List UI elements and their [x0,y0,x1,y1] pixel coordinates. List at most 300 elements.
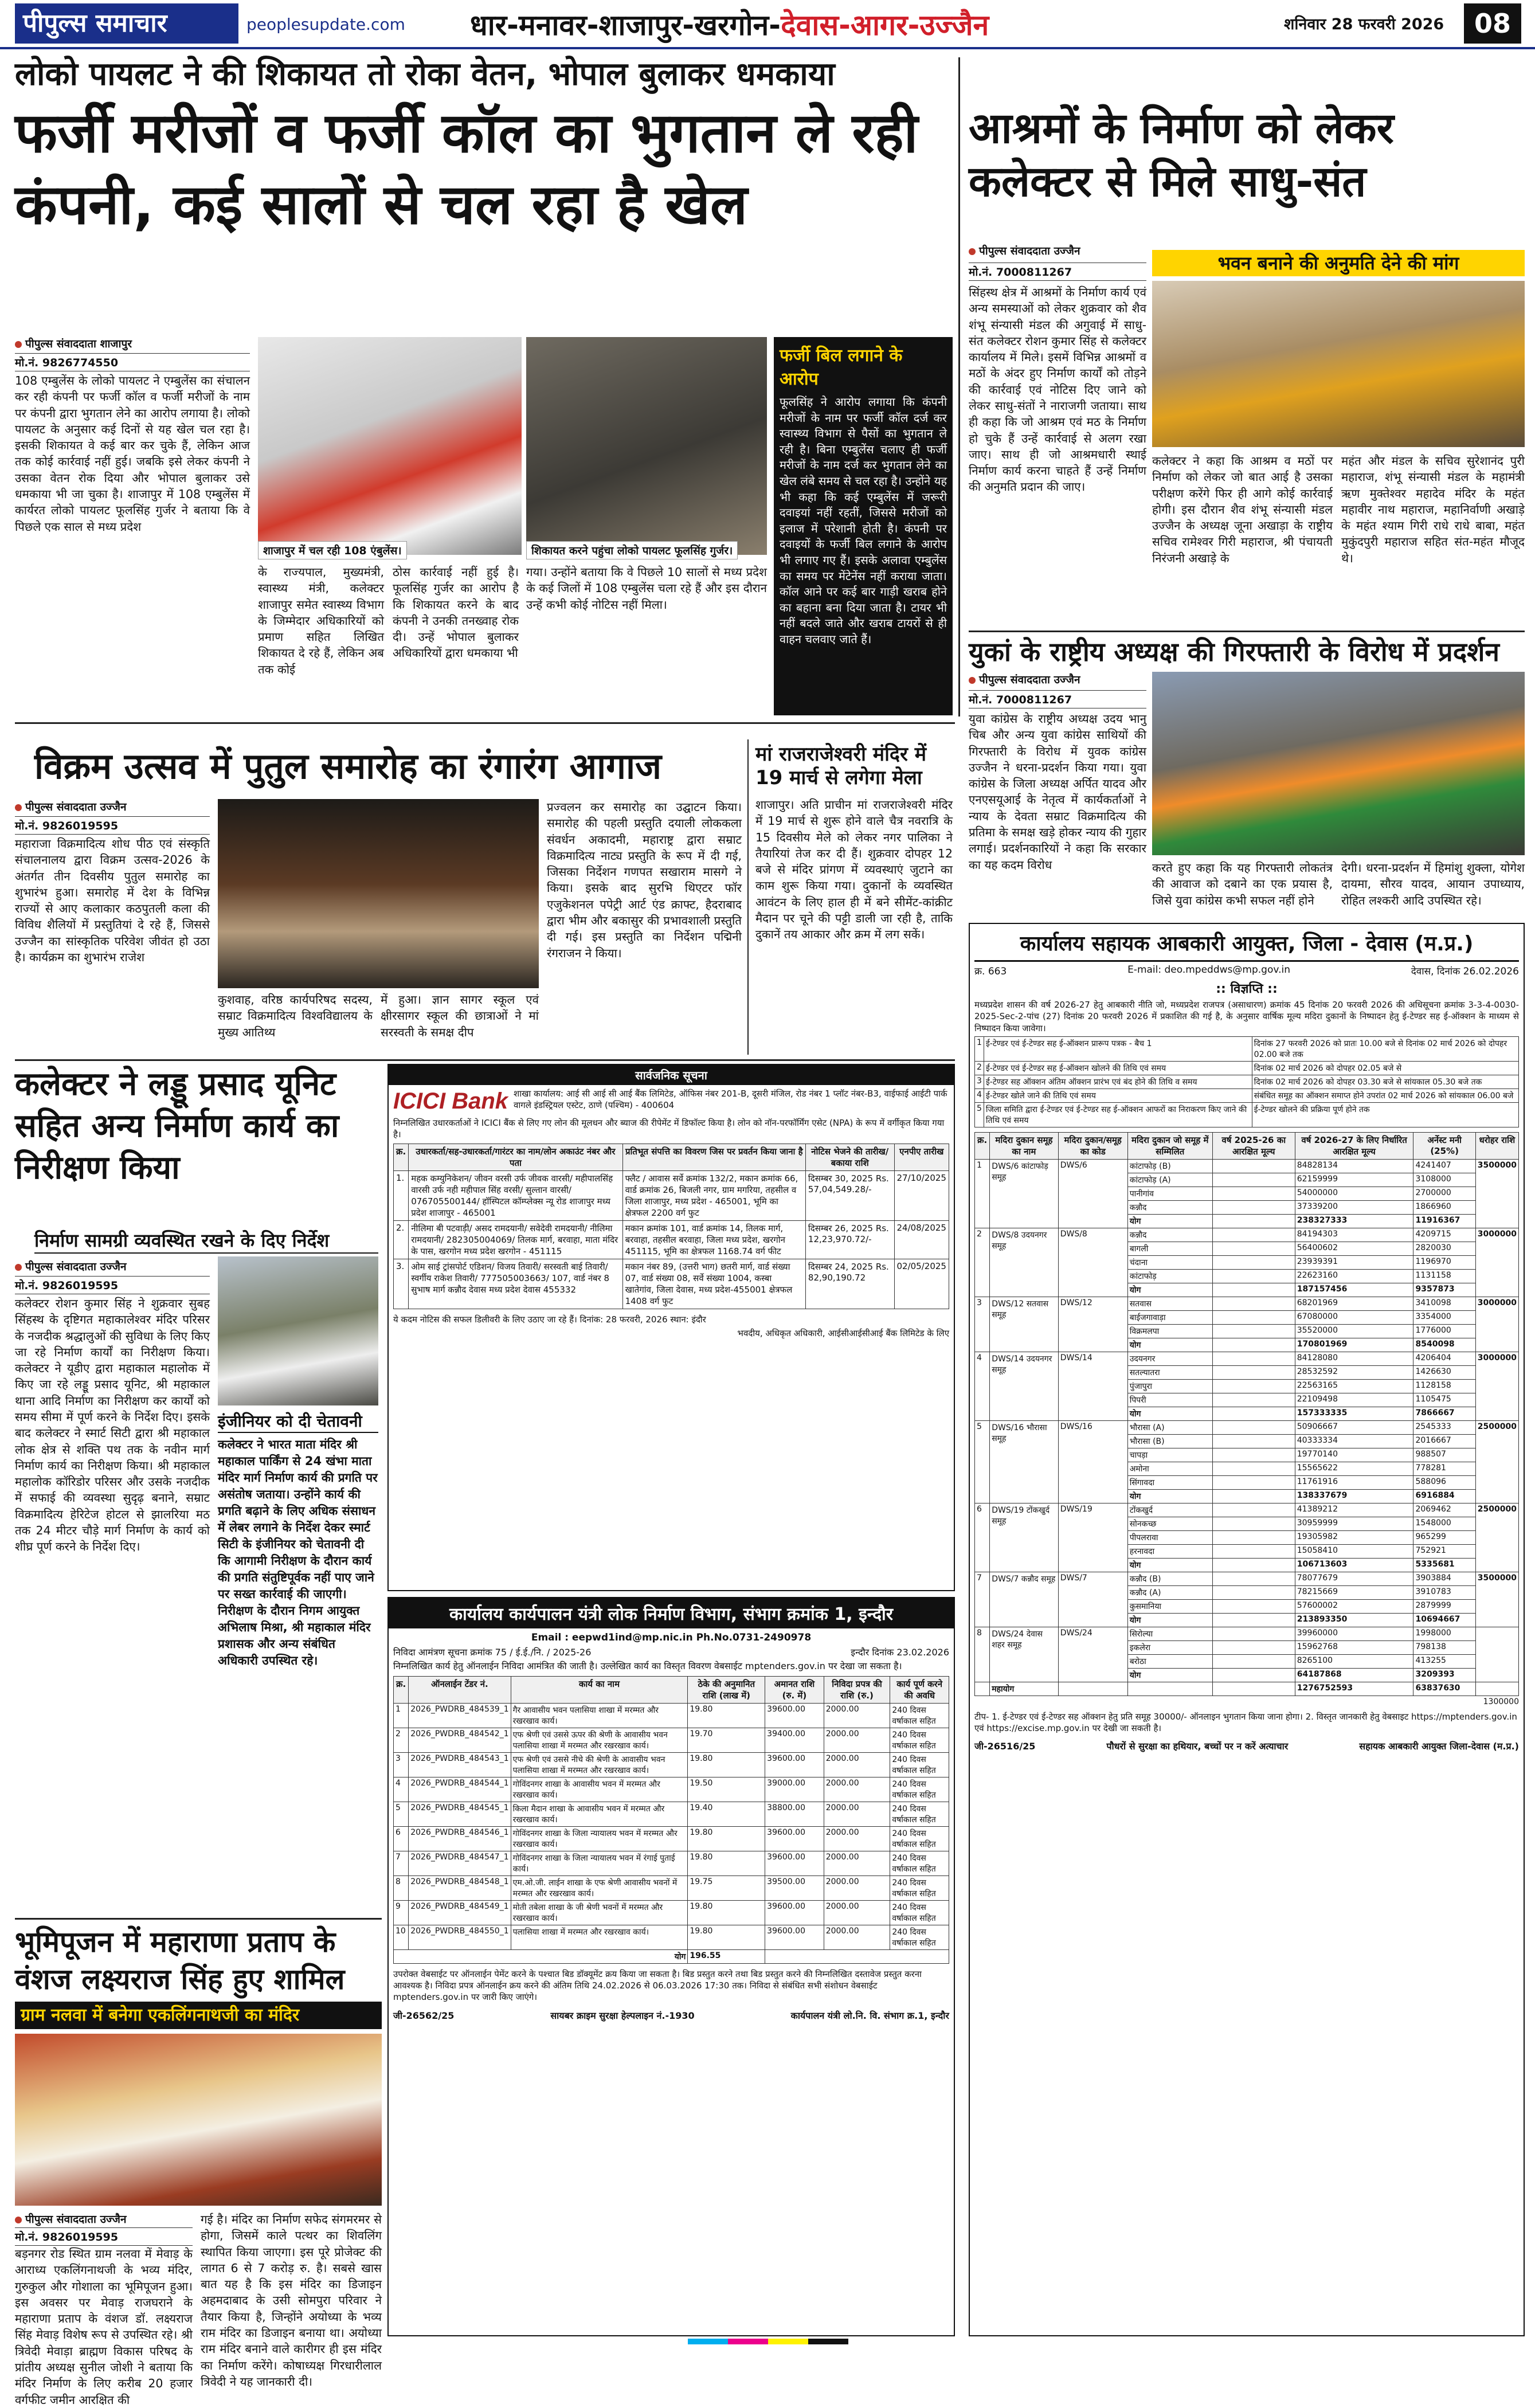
table-cell: 1. [394,1171,409,1221]
excise-sign: सहायक आबकारी आयुक्त जिला-देवास (म.प्र.) [1359,1741,1519,1752]
loco-body-col2: के राज्यपाल, मुख्यमंत्री, स्वास्थ्य मंत्री, कलेक्टर शाजापुर समेत स्वास्थ्य विभाग के जिम्मेदार अधिकारियों को प्रमाण सहित लिखित शिकायत दे रहे हैं, लेकिन अब तक कोई [258,565,384,676]
table-cell: 19.70 [688,1728,765,1752]
table-cell: 78215669 [1295,1585,1413,1599]
table-cell: 240 दिवस वर्षाकाल सहित [890,1876,949,1900]
table-cell: 8 [394,1876,409,1900]
icici-address: शाखा कार्यालय: आई सी आई सी आई बैंक लिमिटेड, ऑफिस नंबर 201-B, दूसरी मंजिल, रोड नंबर 1 प्लॉट नंबर-B3, वाईफाई आईटी पार्क वागले इंडस्ट्रियल एस्टेट, ठाणे (पश्चिम) - 400604 [514,1089,947,1110]
collector-photo-inspection [218,1256,378,1405]
table-cell: टोंकखुर्द [1127,1503,1212,1517]
icici-intro: निम्नलिखित उधारकर्ताओं ने ICICI बैंक से लिए गए लोन की मूलधन और ब्याज की रीपेमेंट में डिफॉल्ट किया है। लोन को नॉन-परफॉर्मिंग एसेट (NPA) के रूप में वर्गीकृत किया गया है। [393,1118,945,1140]
loco-byline: पीपुल्स संवाददाता शाजापुर [15,336,250,351]
table-cell: 157333335 [1295,1407,1413,1420]
table-cell: गोविंदनगर शाखा के जिला न्यायालय भवन में मरम्मत और रखरखाव कार्य। [511,1826,688,1851]
table-cell: 22109498 [1295,1393,1413,1407]
table-cell: 2500000 [1475,1503,1518,1572]
table-cell [1212,1352,1295,1365]
table-cell [1212,1393,1295,1407]
table-cell: दिसम्बर 26, 2025 Rs. 12,23,970.72/- [805,1221,894,1259]
table-cell [1212,1379,1295,1393]
ashram-body-col3: महंत और मंडल के सचिव सुरेशानंद पुरी महाराज, शंभू संन्यासी मंडल के महामंत्री ऋण मुक्तेश्वर महादेव मंदिर के महंत महावीर नाथ महाराज, महानिर्वाणी अखाड़े के महंत श्याम गिरी राधे राधे बाबा, महंत मुकुंदपुरी महाराज सहित संत-महंत मौजूद थे। [1341,454,1525,565]
table-cell: कांटाफोड़ [1127,1269,1212,1283]
table-cell: 39500.00 [765,1876,824,1900]
table-cell: 2026_PWDRB_484539_1 [409,1703,511,1728]
table-cell: ई-टेण्डर एवं ई-टेण्डर सह ई-ऑक्शन खोलने की तिथि एवं समय [984,1061,1252,1075]
loco-photo1-caption: शाजापुर में चल रही 108 एंबुलेंस। [258,541,407,559]
table-cell: 30959999 [1295,1517,1413,1530]
table-cell: 240 दिवस वर्षाकाल सहित [890,1703,949,1728]
table-cell: 1866960 [1413,1200,1475,1214]
table-cell [1212,1572,1295,1585]
table-cell: 2026_PWDRB_484547_1 [409,1851,511,1876]
table-cell: 39600.00 [765,1851,824,1876]
table-cell: सिरोल्या [1127,1627,1212,1640]
table-cell: 2069462 [1413,1503,1475,1517]
table-cell: 23939391 [1295,1255,1413,1269]
table-cell: बरोठा [1127,1654,1212,1668]
table-cell: 1548000 [1413,1517,1475,1530]
youth-photo-protest [1152,672,1525,855]
table-cell: 2026_PWDRB_484544_1 [409,1777,511,1802]
table-cell [1212,1159,1295,1173]
youth-byline: पीपुल्स संवाददाता उज्जैन [969,672,1141,687]
table-cell [1212,1558,1295,1572]
excise-table-header [975,1132,1519,1159]
table-cell: 138337679 [1295,1489,1413,1503]
loco-mobile: मो.नं. 9826774550 [15,353,250,371]
loco-headline: फर्जी मरीजों व फर्जी कॉल का भुगतान ले रही कंपनी, कई सालों से चल रहा है खेल [15,101,918,237]
icici-th-property: प्रतिभूत संपत्ति का विवरण जिस पर प्रवर्तन किया जाना है [622,1144,805,1171]
table-cell: गैर आवासीय भवन पलासिया शाखा में मरम्मत और रखरखाव कार्य। [511,1703,688,1728]
table-cell [1212,1503,1295,1517]
pwd-sign: कार्यपालन यंत्री लो.नि. वि. संभाग क्र.1, इन्दौर [790,2010,949,2021]
table-cell: 3 [394,1752,409,1777]
table-cell: 2026_PWDRB_484548_1 [409,1876,511,1900]
table-cell: योग [1127,1668,1212,1682]
excise-table [974,1132,1519,1696]
excise-th: वर्ष 2025-26 का आरक्षित मूल्य [1212,1132,1295,1159]
table-cell: 238327333 [1295,1214,1413,1228]
table-cell: योग [1127,1613,1212,1627]
table-cell: 3354000 [1413,1310,1475,1324]
table-cell: ई-टेण्डर एवं ई-टेण्डर सह ई-ऑक्शन प्रारूप पत्रक - बैच 1 [984,1036,1252,1061]
table-cell: ई-टेण्डर खोलने की प्रक्रिया पूर्ण होने तक [1252,1102,1518,1127]
table-cell: 2026_PWDRB_484546_1 [409,1826,511,1851]
table-cell: संबंधित समूह का ऑक्शन समाप्त होने उपरांत 02 मार्च 2026 को सांयकाल 06.00 बजे [1252,1089,1518,1102]
table-cell: 3000000 [1475,1352,1518,1420]
table-cell: मोती तबेला शाखा के जी श्रेणी भवनों में मरम्मत और रखरखाव कार्य। [511,1900,688,1925]
table-cell: इकलेरा [1127,1640,1212,1654]
pwd-table-header [394,1676,949,1703]
table-cell: 3 [975,1075,984,1089]
excise-th: वर्ष 2026-27 के लिए निर्धारित आरक्षित मूल्य [1295,1132,1413,1159]
ashram-mobile: मो.नं. 7000811267 [969,263,1146,281]
table-cell [1212,1365,1295,1379]
loco-place: शाजापुर [100,338,132,350]
schedule-row [975,1061,1519,1075]
edition-cities-black: धार-मनावर-शाजापुर-खरगोन- [470,9,781,42]
table-cell: बागली [1127,1242,1212,1255]
ashram-body-col2: कलेक्टर ने कहा कि आश्रम व मठों पर निर्माण को लेकर जो बात आई है उसका परीक्षण करेंगे फिर ही आगे कोई कार्रवाई होगी। इस दौरान शैव शंभू संन्यासी मंडल उज्जैन के अध्यक्ष जूना अखाड़ा के राष्ट्रीय सचिव रामेश्वर गिरी महाराज, श्री पंचायती निरंजनी अखाड़े के [1152,454,1333,565]
table-cell: 02/05/2025 [894,1259,949,1309]
table-cell: 11916367 [1413,1214,1475,1228]
loco-divider [958,57,960,716]
table-total-row [975,1682,1519,1696]
table-cell: 7 [975,1572,990,1627]
table-cell: 1105475 [1413,1393,1475,1407]
table-cell: योग [1127,1283,1212,1297]
schedule-row [975,1036,1519,1061]
table-row [394,1752,949,1777]
table-cell: 240 दिवस वर्षाकाल सहित [890,1900,949,1925]
collector-warning-box [218,1410,378,1914]
vikram-body-col2: कुशवाह, वरिष्ठ कार्यपरिषद सदस्य, सम्राट विक्रमादित्य विश्वविद्यालय के मुख्य आतिथ्य [218,993,373,1039]
collector-subhead: निर्माण सामग्री व्यवस्थित रखने के दिए निर्देश [34,1228,378,1254]
table-cell: 6 [975,1503,990,1572]
table-row [394,1221,949,1259]
table-cell: 2000.00 [824,1802,890,1826]
icici-footer: ये कदम नोटिस की सफल डिलीवरी के लिए उठाए जा रहे हैं। दिनांक: 28 फरवरी, 2026 स्थान: इंदौर [393,1314,706,1325]
table-cell [1212,1283,1295,1297]
table-cell: 2000.00 [824,1728,890,1752]
table-cell: 9 [394,1900,409,1925]
excise-date: देवास, दिनांक 26.02.2026 [1411,966,1519,977]
table-cell [1212,1324,1295,1338]
table-cell: पानीगांव [1127,1187,1212,1200]
table-cell: 187157456 [1295,1283,1413,1297]
table-cell: कन्नौद [1127,1200,1212,1214]
schedule-row [975,1075,1519,1089]
table-cell: 41389212 [1295,1503,1413,1517]
table-cell [1212,1173,1295,1187]
table-cell: DWS/14 [1058,1352,1127,1420]
table-row [394,1925,949,1949]
table-cell: 2879999 [1413,1599,1475,1613]
table-row [975,1159,1519,1173]
table-cell: ई-टेण्डर सह ऑक्शन अंतिम ऑक्शन प्रारंभ एवं बंद होने की तिथि व समय [984,1075,1252,1089]
table-cell: 170801969 [1295,1338,1413,1352]
pwd-title: कार्यालय कार्यपालन यंत्री लोक निर्माण विभाग, संभाग क्रमांक 1, इन्दौर [389,1598,954,1628]
table-cell: 3000000 [1475,1228,1518,1297]
excise-th: मदिरा दुकान जो समूह में सम्मिलित [1127,1132,1212,1159]
table-row [394,1876,949,1900]
bhoomi-byline: पीपुल्स संवाददाता उज्जैन [15,2211,187,2226]
table-cell [1212,1200,1295,1214]
table-cell: 1 [394,1703,409,1728]
table-cell: 2026_PWDRB_484545_1 [409,1802,511,1826]
table-cell: 15565622 [1295,1462,1413,1475]
pwd-intro: निम्नलिखित कार्य हेतु ऑनलाईन निविदा आमंत्रित की जाती है। उल्लेखित कार्य का विस्तृत विवरण वेबसाईट mptenders.gov.in पर देखा जा सकता है। [393,1661,902,1671]
pwd-th: निविदा प्रपत्र की राशि (रु.) [824,1676,890,1703]
ashram-subhead: भवन बनाने की अनुमति देने की मांग [1152,250,1525,276]
table-cell: 2500000 [1475,1420,1518,1503]
youth-top-rule [969,631,1525,632]
icici-notice [387,1064,955,1591]
table-cell: 1131158 [1413,1269,1475,1283]
vikram-byline: पीपुल्स संवाददाता उज्जैन [15,799,210,814]
excise-th: धरोहर राशि [1475,1132,1518,1159]
table-cell: 38800.00 [765,1802,824,1826]
table-cell: 10694667 [1413,1613,1475,1627]
table-cell [1212,1310,1295,1324]
table-cell: 5335681 [1413,1558,1475,1572]
table-cell: 2820030 [1413,1242,1475,1255]
icici-table-header [394,1144,949,1171]
pwd-th: ऑनलाईन टेंडर नं. [409,1676,511,1703]
table-cell: किला मैदान शाखा के आवासीय भवन में मरम्मत और रखरखाव कार्य। [511,1802,688,1826]
table-cell: 78077679 [1295,1572,1413,1585]
table-cell: 39600.00 [765,1925,824,1949]
table-row [394,1851,949,1876]
table-cell: DWS/19 [1058,1503,1127,1572]
table-cell: 39400.00 [765,1728,824,1752]
table-cell: ई-टेण्डर खोले जाने की तिथि एवं समय [984,1089,1252,1102]
collector-mobile: मो.नं. 9826019595 [15,1276,210,1294]
table-cell: 2000.00 [824,1900,890,1925]
table-cell: 56400602 [1295,1242,1413,1255]
excise-footer-text: टीप- 1. ई-टेण्डर एवं ई-टेण्डर सह ऑक्शन हेतु प्रति समूह 30000/- ऑनलाइन भुगतान किया जाना होगा। 2. विस्तृत जानकारी हेतु वेबसाइट https://mptenders.gov.in एवं https://excise.mp.gov.in पर देखी जा सकती है। [974,1711,1517,1733]
table-cell: मकान नंबर 89, (उत्तरी भाग) छतरी मार्ग, वार्ड संख्या 07, वार्ड संख्या 08, सर्वे संख्या 1004, कस्बा खातेगांव, जिला देवास, मध्य प्रदेश-455001 क्षेत्रफल 1408 वर्ग फुट [622,1259,805,1309]
excise-th: अर्नेस्ट मनी (25%) [1413,1132,1475,1159]
pwd-th: ठेके की अनुमानित राशि (लाख में) [688,1676,765,1703]
table-cell: DWS/8 [1058,1228,1127,1297]
table-cell: विक्रमलपा [1127,1324,1212,1338]
table-cell: 5 [394,1802,409,1826]
table-cell: 2000.00 [824,1703,890,1728]
icici-th-notice: नोटिस भेजने की तारीख/बकाया राशि [805,1144,894,1171]
table-cell: एफ श्रेणी एवं उससे नीचे की श्रेणी के आवासीय भवन पलासिया शाखा में मरम्मत और रखरखाव कार्य। [511,1752,688,1777]
table-cell: महक कम्युनिकेशन/ जीवन वरसी उर्फ जीवक वारसी/ महीपालसिंह वारसी उर्फ नही महीपाल सिंह वरसी/ सुल्तान वारसी/ 076705500144/ हॉस्पिटल कॉम्प्लेक्स न्यू रोड शाजापुर मध्य प्रदेश शाजापुर - 465001 [409,1171,622,1221]
table-cell [1212,1214,1295,1228]
table-cell: 67080000 [1295,1310,1413,1324]
table-cell [1212,1242,1295,1255]
table-cell: DWS/7 कन्नौद समूह [990,1572,1058,1627]
masthead-site[interactable]: peoplesupdate.com [246,15,405,34]
masthead-date: शनिवार 28 फरवरी 2026 [1284,15,1444,33]
table-cell: उदयनगर [1127,1352,1212,1365]
table-cell [1212,1530,1295,1544]
table-cell: हरनावदा [1127,1544,1212,1558]
icici-logo: ICICI Bank [393,1089,508,1114]
table-cell: 15058410 [1295,1544,1413,1558]
table-cell: गोविंदनगर शाखा के जिला न्यायालय भवन में रंगाई पुताई कार्य। [511,1851,688,1876]
table-cell [1212,1462,1295,1475]
table-cell: भौरासा (B) [1127,1434,1212,1448]
table-cell: 240 दिवस वर्षाकाल सहित [890,1925,949,1949]
table-cell: 50906667 [1295,1420,1413,1434]
table-cell: 240 दिवस वर्षाकाल सहित [890,1752,949,1777]
pwd-th: क्र. [394,1676,409,1703]
table-cell [1058,1682,1127,1696]
table-cell: सिंगावदा [1127,1475,1212,1489]
table-cell: 2545333 [1413,1420,1475,1434]
table-cell: 2016667 [1413,1434,1475,1448]
table-cell: 19.80 [688,1752,765,1777]
bhoomi-photo-ceremony [15,2034,382,2206]
pwd-ref-date: इन्दौर दिनांक 23.02.2026 [851,1647,949,1658]
table-cell [1127,1682,1212,1696]
table-cell: 19.80 [688,1703,765,1728]
icici-sign: भवदीय, अधिकृत अधिकारी, आईसीआईसीआई बैंक लिमिटेड के लिए [737,1328,949,1338]
table-cell [975,1682,990,1696]
table-cell: DWS/16 भौरासा समूह [990,1420,1058,1503]
table-cell: 3000000 [1475,1297,1518,1352]
table-cell: पुंजापुरा [1127,1379,1212,1393]
table-row [394,1728,949,1752]
page-number: 08 [1464,3,1521,44]
table-cell: DWS/14 उदयनगर समूह [990,1352,1058,1420]
edition-cities [470,5,989,44]
table-cell: 2000.00 [824,1752,890,1777]
table-cell: 2 [394,1728,409,1752]
loco-photo-pilot [526,337,767,555]
youth-headline: युकां के राष्ट्रीय अध्यक्ष की गिरफ्तारी के विरोध में प्रदर्शन [969,636,1499,667]
table-cell: 3410098 [1413,1297,1475,1310]
excise-th: मदिरा दुकान/समूह का कोड [1058,1132,1127,1159]
table-cell [1212,1255,1295,1269]
table-cell: मकान क्रमांक 101, वार्ड क्रमांक 14, तिलक मार्ग, बरवाहा, तहसील बरवाहा, जिला मध्य प्रदेश, खरगोन 451115, भूमि का क्षेत्रफल 1168.74 वर्ग फीट [622,1221,805,1259]
pwd-th: अमानत राशि (रु. में) [765,1676,824,1703]
bhoomi-subhead: ग्राम नलवा में बनेगा एकलिंगनाथजी का मंदिर [15,2002,382,2029]
collector-body: कलेक्टर रोशन कुमार सिंह ने शुक्रवार सुबह सिंहस्थ के दृष्टिगत महाकालेश्वर मंदिर परिसर के नजदीक श्रद्धालुओं की सुविधा के लिए किए जा रहे निर्माण कार्यों का निरीक्षण किया। कलेक्टर ने यूडीए द्वारा महाकाल महालोक में किए जा रहे लड्डू प्रसाद यूनिट, श्री महाकाल थाना आदि निर्माण का निरीक्षण कर कार्यों को समय सीमा में पूर्ण करने के निर्देश दिए। इसके बाद कलेक्टर ने स्मार्ट सिटी द्वारा श्री महाकाल लोक क्षेत्र से शक्ति पथ तक के नवीन मार्ग निर्माण कार्य का निरीक्षण किया। श्री महाकाल महालोक कॉरिडोर परिसर और उसके नजदीक में सफाई की व्यवस्था सुदृढ़ बनाने, सम्राट विक्रमादित्य हेरिटेज होटल से झालरिया मठ तक 24 मीटर चौड़े मार्ग निर्माण के कार्य को शीघ्र पूर्ण करने के निर्देश दिए। [15,1297,210,1554]
table-cell: 39600.00 [765,1752,824,1777]
table-cell: 27/10/2025 [894,1171,949,1221]
table-cell: DWS/8 उदयनगर समूह [990,1228,1058,1297]
table-cell [1212,1627,1295,1640]
table-cell [1212,1448,1295,1462]
table-cell [1475,1682,1518,1696]
table-cell: बाईजगावाड़ा [1127,1310,1212,1324]
table-cell: पिपरी [1127,1393,1212,1407]
edition-cities-red: देवास-आगर-उज्जैन [781,9,989,42]
table-cell: 3108000 [1413,1173,1475,1187]
table-cell: 35520000 [1295,1324,1413,1338]
table-cell: 2. [394,1221,409,1259]
table-cell: 2026_PWDRB_484543_1 [409,1752,511,1777]
table-cell: 19.50 [688,1777,765,1802]
bhoomi-body-col2: गई है। मंदिर का निर्माण सफेद संगमरमर से होगा, जिसमें काले पत्थर का शिवलिंग स्थापित किया जाएगा। इस पूरे प्रोजेक्ट की लागत 6 से 7 करोड़ रु. है। सबसे खास बात यह है कि इस मंदिर का डिजाइन अहमदाबाद के उसी सोमपुरा परिवार ने तैयार किया है, जिन्होंने अयोध्या के भव्य राम मंदिर का डिजाइन बनाया था। अयोध्या राम मंदिर बनाने वाले कारीगर ही इस मंदिर का निर्माण करेंगे। कोषाध्यक्ष गिरधारीलाल त्रिवेदी ने यह जानकारी दी। [201,2213,382,2389]
table-cell: 39000.00 [765,1777,824,1802]
ashram-photo-meeting [1152,281,1525,447]
table-cell: 1776000 [1413,1324,1475,1338]
ashram-byline: पीपुल्स संवाददाता उज्जैन [969,243,1141,258]
table-cell: 68201969 [1295,1297,1413,1310]
table-cell: DWS/16 [1058,1420,1127,1503]
collector-top-rule [15,1059,955,1061]
table-cell: पलासिया शाखा में मरम्मत और रखरखाव कार्य। [511,1925,688,1949]
fair-headline: मां राजराजेश्वरी मंदिर में 19 मार्च से लगेगा मेला [755,743,927,789]
table-cell: 9357873 [1413,1283,1475,1297]
table-cell: दिसम्बर 30, 2025 Rs. 57,04,549.28/- [805,1171,894,1221]
pwd-notice [387,1597,955,2336]
table-cell: 2 [975,1061,984,1075]
table-cell: 1 [975,1036,984,1061]
collector-box-body: कलेक्टर ने भारत माता मंदिर श्री महाकाल पार्किंग से 24 खंभा माता मंदिर मार्ग निर्माण कार्य की प्रगति पर असंतोष जताया। उन्होंने कार्य की प्रगति बढ़ाने के लिए अधिक संसाधन में लेबर लगाने के निर्देश देकर स्मार्ट सिटी के इंजीनियर को चेतावनी दी कि आगामी निरीक्षण के दौरान कार्य की प्रगति संतुष्टिपूर्वक नहीं पाए जाने पर सख्त कार्रवाई की जाएगी। निरीक्षण के दौरान निगम आयुक्त अभिलाष मिश्रा, श्री महाकाल मंदिर प्रशासक और अन्य संबंधित अधिकारी उपस्थित रहे। [218,1438,378,1667]
table-cell: 3500000 [1475,1159,1518,1228]
table-cell: 19.80 [688,1925,765,1949]
bhoomi-headline: भूमिपूजन में महाराणा प्रताप के वंशज लक्ष्यराज सिंह हुए शामिल [15,1925,345,1996]
pwd-notes: उपरोक्त वेबसाईट पर ऑनलाईन पेमेंट करने के पश्चात बिड डॉक्यूमेंट क्रय किया जा सकता है। बिड प्रस्तुत करने तथा बिड प्रस्तुत करने की निम्नलिखित दस्तावेज प्रस्तुत करना आवश्यक है। निविदा प्रपत्र ऑनलाईन क्रय करने की अंतिम तिथि 24.02.2026 से 06.03.2026 17:30 तक। निविदा से संबंधित सभी संशोधन वेबसाईट mptenders.gov.in पर जारी किए जाएंगे। [393,1968,922,2003]
table-cell: 2026_PWDRB_484550_1 [409,1925,511,1949]
table-cell: योग [1127,1214,1212,1228]
vikram-body-col3: में हुआ। ज्ञान सागर स्कूल एवं क्षीरसागर स्कूल की छात्राओं ने मां सरस्वती के समक्ष दीप [381,993,539,1039]
pwd-total-row [394,1949,949,1963]
table-cell [1212,1489,1295,1503]
registration-marks [688,2339,848,2344]
table-cell: 63837630 [1413,1682,1475,1696]
table-cell: 988507 [1413,1448,1475,1462]
table-cell: 2 [975,1228,990,1297]
table-cell: DWS/19 टोंकखुर्द समूह [990,1503,1058,1572]
table-cell: 5 [975,1420,990,1503]
vikram-photo-puppets [218,799,539,988]
masthead-logo: पीपुल्स समाचार [15,3,238,44]
table-cell [1212,1682,1295,1696]
schedule-row [975,1102,1519,1127]
table-cell: 19.80 [688,1851,765,1876]
loco-photo-ambulance [258,337,522,555]
pwd-ref: निविदा आमंत्रण सूचना क्रमांक 75 / ई.ई./नि. / 2025-26 [393,1647,592,1658]
table-cell [1212,1668,1295,1682]
table-cell: 10 [394,1925,409,1949]
table-cell: 57600002 [1295,1599,1413,1613]
table-cell: 1 [975,1159,990,1228]
table-cell: 2000.00 [824,1876,890,1900]
table-cell: 1426630 [1413,1365,1475,1379]
ashram-place: उज्जैन [1054,245,1080,257]
table-cell: 54000000 [1295,1187,1413,1200]
table-cell: सतवास [1127,1297,1212,1310]
table-cell: 6916884 [1413,1489,1475,1503]
table-cell: 8 [975,1627,990,1682]
excise-ref: क्र. 663 [974,966,1007,977]
schedule-row [975,1089,1519,1102]
table-cell: भौरासा (A) [1127,1420,1212,1434]
table-cell: DWS/6 [1058,1159,1127,1228]
table-cell [1212,1585,1295,1599]
table-cell: 11761916 [1295,1475,1413,1489]
table-cell [1212,1434,1295,1448]
youth-body-col1: युवा कांग्रेस के राष्ट्रीय अध्यक्ष उदय भानु चिब और अन्य युवा कांग्रेस साथियों की गिरफ्तारी के विरोध में युवक कांग्रेस उज्जैन ने धरना-प्रदर्शन किया गया। युवा कांग्रेस के जिला अध्यक्ष अर्पित यादव और एनएसयूआई के नेतृत्व में कार्यकर्ताओं ने न्याय के देवता सम्राट विक्रमादित्य की प्रतिमा के समक्ष खड़े होकर न्याय की गुहार लगाई। प्रदर्शनकारियों ने कहा कि सरकार का यह कदम विरोध [969,712,1146,872]
ashram-body-col1: सिंहस्थ क्षेत्र में आश्रमों के निर्माण कार्य एवं अन्य समस्याओं को लेकर शुक्रवार को शैव शंभू संन्यासी मंडल की अगुवाई में साधु-संत कलेक्टर रोशन कुमार सिंह से कलेक्टर कार्यालय में मिले। इसमें विभिन्न आश्रमों व मठों के अंदर हुए निर्माण कार्यों को तोड़ने की कार्रवाई एवं नोटिस दिए जाने को लेकर साधु-संतों ने नाराजगी जताया। साथ ही कहा कि जो आश्रम एवं मठ के निर्माण हो चुके हैं उन्हें कार्रवाई से अलग रखा जाए। साथ ही जो आश्रमधारी स्थाई निर्माण कार्य करना चाहते हैं उन्हें निर्माण की अनुमति प्रदान की जाए। [969,285,1146,494]
table-cell: दिनांक 27 फरवरी 2026 को प्रातः 10.00 बजे से दिनांक 02 मार्च 2026 को दोपहर 02.00 बजे तक [1252,1036,1518,1061]
table-cell: 19305982 [1295,1530,1413,1544]
table-cell: 5 [975,1102,984,1127]
table-cell: 8540098 [1413,1338,1475,1352]
vikram-mobile: मो.नं. 9826019595 [15,816,210,835]
table-cell [1212,1420,1295,1434]
table-cell: 24/08/2025 [894,1221,949,1259]
table-row [975,1572,1519,1585]
table-cell: अमोना [1127,1462,1212,1475]
table-cell: DWS/24 देवास शहर समूह [990,1627,1058,1682]
table-cell: 3910783 [1413,1585,1475,1599]
excise-email: E-mail: deo.mpeddws@mp.gov.in [1127,964,1290,976]
table-cell: कन्नौद [1127,1228,1212,1242]
table-cell: 2000.00 [824,1851,890,1876]
pwd-th: कार्य का नाम [511,1676,688,1703]
excise-notice [969,923,1525,2336]
pwd-slogan: सायबर क्राइम सुरक्षा हेल्पलाइन नं.-1930 [550,2010,695,2021]
youth-mobile: मो.नं. 7000811267 [969,690,1146,708]
excise-th: मदिरा दुकान समूह का नाम [990,1132,1058,1159]
table-cell: योग [1127,1558,1212,1572]
table-cell: कांटाफोड़ (B) [1127,1159,1212,1173]
excise-th: क्र. [975,1132,990,1159]
table-cell [1212,1338,1295,1352]
table-cell: 19770140 [1295,1448,1413,1462]
table-cell [1212,1544,1295,1558]
table-cell [1475,1627,1518,1682]
